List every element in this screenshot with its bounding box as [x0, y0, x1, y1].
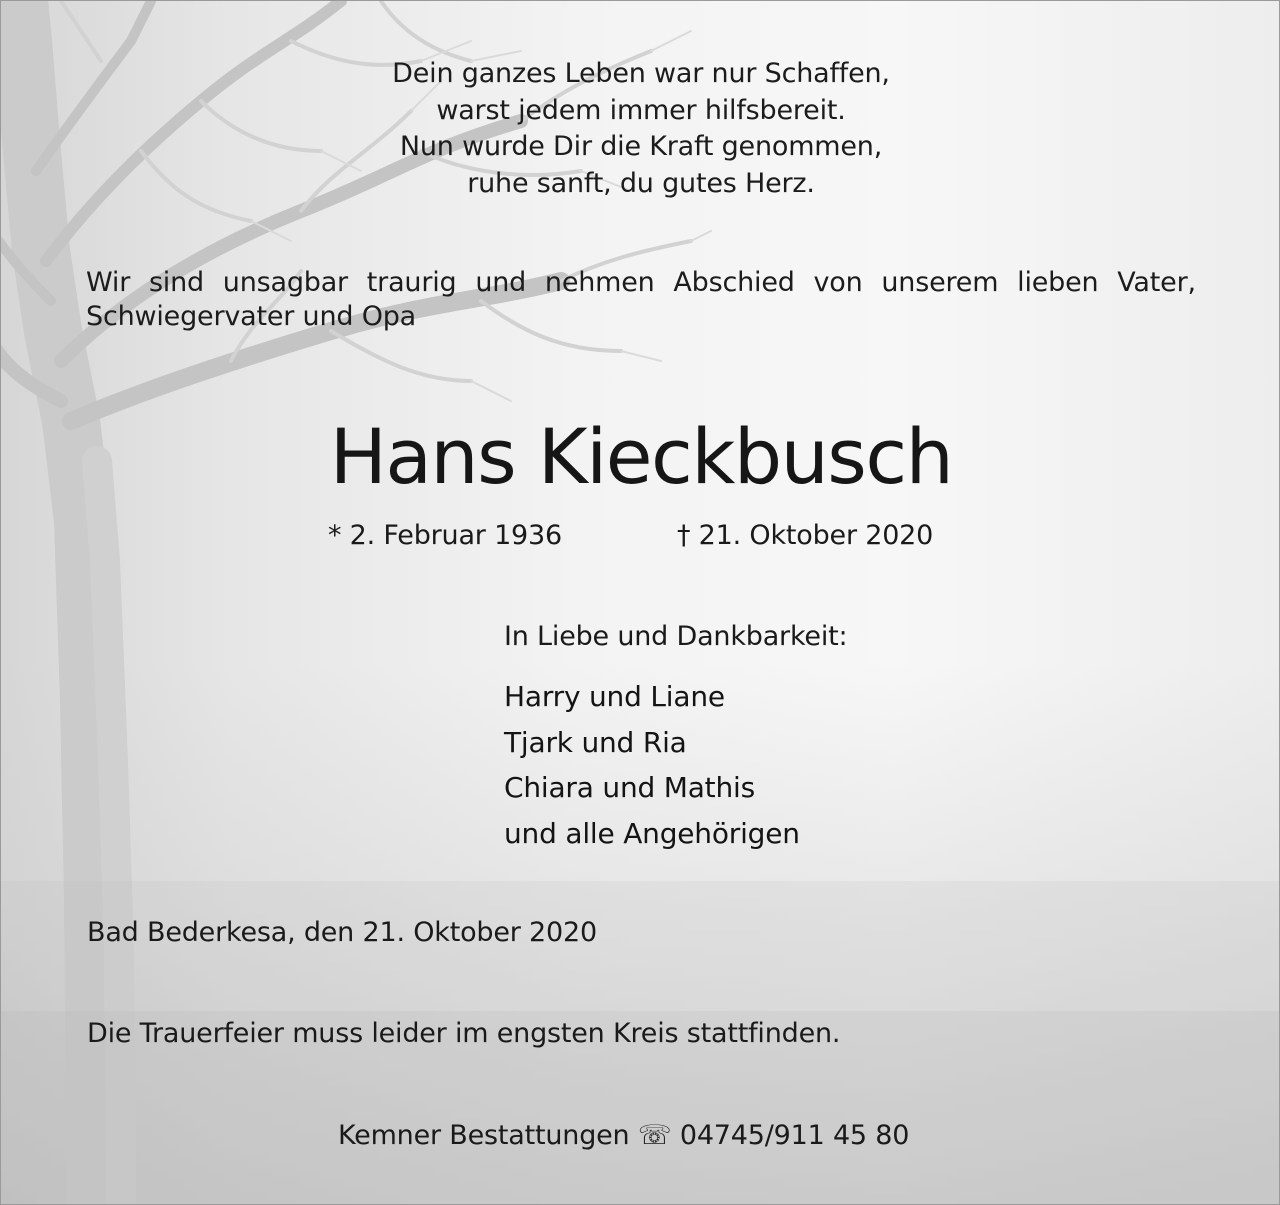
mourner-name: und alle Angehörigen [504, 816, 800, 850]
word: nehmen [544, 267, 655, 298]
word: unsagbar [222, 267, 348, 298]
word: sind [148, 267, 204, 298]
poem-line: ruhe sanft, du gutes Herz. [467, 167, 815, 199]
birth-date: * 2. Februar 1936 [328, 520, 562, 551]
place-and-date: Bad Bederkesa, den 21. Oktober 2020 [87, 917, 597, 948]
word: von [813, 267, 863, 298]
word: Abschied [673, 267, 795, 298]
word: Vater, [1117, 267, 1196, 298]
poem-line: Dein ganzes Leben war nur Schaffen, [392, 58, 890, 89]
word: Wir [86, 267, 131, 298]
funeral-note: Die Trauerfeier muss leider im engsten Kreis stattfinden. [87, 1018, 841, 1049]
mourners-heading: In Liebe und Dankbarkeit: [504, 621, 848, 652]
word: und [475, 267, 527, 298]
poem-line: warst jedem immer hilfsbereit. [436, 94, 846, 126]
mourner-name: Chiara und Mathis [504, 771, 755, 804]
mourner-name: Harry und Liane [504, 680, 725, 713]
farewell-line-1 [86, 266, 1196, 300]
death-date: † 21. Oktober 2020 [677, 520, 934, 551]
poem-line: Nun wurde Dir die Kraft genommen, [399, 131, 883, 162]
deceased-name: Hans Kieckbusch [329, 412, 953, 501]
undertaker-phone: 04745/911 45 80 [679, 1120, 910, 1151]
phone-icon: ☏ [637, 1120, 672, 1151]
word: traurig [366, 267, 457, 298]
mourners-list [504, 674, 800, 856]
farewell-statement [86, 266, 1196, 334]
undertaker-contact [338, 1118, 909, 1154]
farewell-line-2: Schwiegervater und Opa [86, 301, 417, 332]
memorial-poem [241, 56, 1041, 202]
word: lieben [1017, 267, 1099, 298]
word: unserem [881, 267, 999, 298]
mourner-name: Tjark und Ria [504, 725, 687, 759]
undertaker-name: Kemner Bestattungen [338, 1120, 630, 1151]
